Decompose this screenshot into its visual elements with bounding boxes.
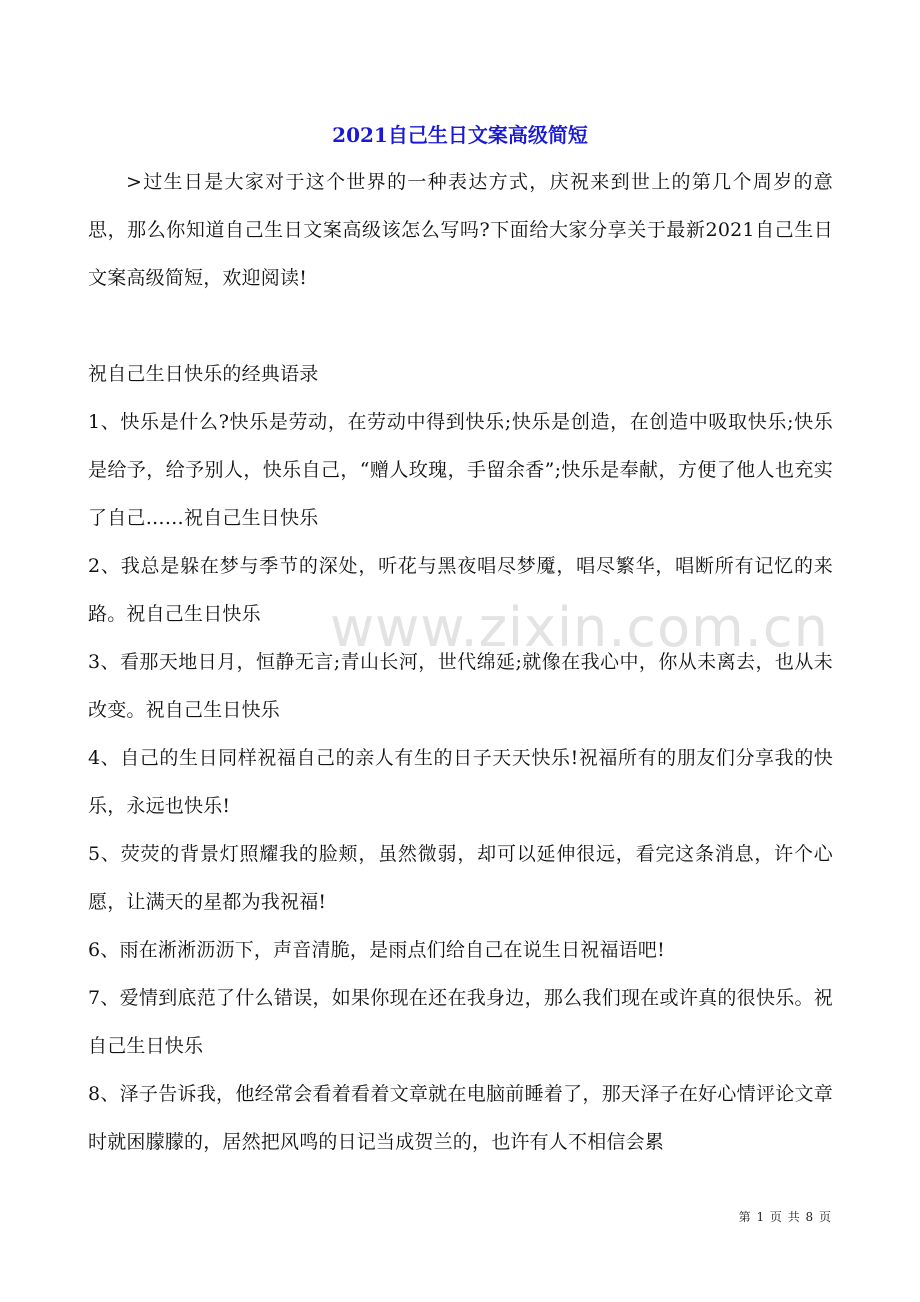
- document-body: [88, 158, 833, 1166]
- list-item: 8、泽子告诉我，他经常会看着看着文章就在电脑前睡着了，那天泽子在好心情评论文章时就困朦朦的，居然把风鸣的日记当成贺兰的，也许有人不相信会累: [88, 1083, 833, 1153]
- list-item: 2、我总是躲在梦与季节的深处，听花与黑夜唱尽梦魇，唱尽繁华，唱断所有记忆的来路。祝自己生日快乐: [88, 555, 833, 625]
- section-heading: 祝自己生日快乐的经典语录: [88, 363, 319, 385]
- watermark: www.zixin.com.cn: [330, 596, 829, 659]
- list-item: 4、自己的生日同样祝福自己的亲人有生的日子天天快乐!祝福所有的朋友们分享我的快乐，永远也快乐!: [88, 747, 833, 817]
- list-item: 7、爱情到底范了什么错误，如果你现在还在我身边，那么我们现在或许真的很快乐。祝自己生日快乐: [88, 987, 833, 1057]
- document-title: 2021自己生日文案高级简短: [332, 123, 588, 147]
- list-item: 5、荧荧的背景灯照耀我的脸颊，虽然微弱，却可以延伸很远，看完这条消息，许个心愿，让满天的星都为我祝福!: [88, 843, 833, 913]
- paragraph-spacer: [88, 302, 833, 350]
- list-item: 6、雨在淅淅沥沥下，声音清脆，是雨点们给自己在说生日祝福语吧!: [88, 939, 665, 961]
- list-item: 3、看那天地日月，恒静无言;青山长河，世代绵延;就像在我心中，你从未离去，也从未改变。祝自己生日快乐: [88, 651, 833, 721]
- list-item: 1、快乐是什么?快乐是劳动，在劳动中得到快乐;快乐是创造，在创造中吸取快乐;快乐是给予，给予别人，快乐自己，“赠人玫瑰，手留余香”;快乐是奉献，方便了他人也充实了自己……祝自己生日快乐: [88, 411, 833, 529]
- page-footer: 第 1 页 共 8 页: [738, 1210, 832, 1224]
- intro-paragraph: >过生日是大家对于这个世界的一种表达方式，庆祝来到世上的第几个周岁的意思，那么你知道自己生日文案高级该怎么写吗?下面给大家分享关于最新2021自己生日文案高级简短，欢迎阅读!: [88, 171, 833, 289]
